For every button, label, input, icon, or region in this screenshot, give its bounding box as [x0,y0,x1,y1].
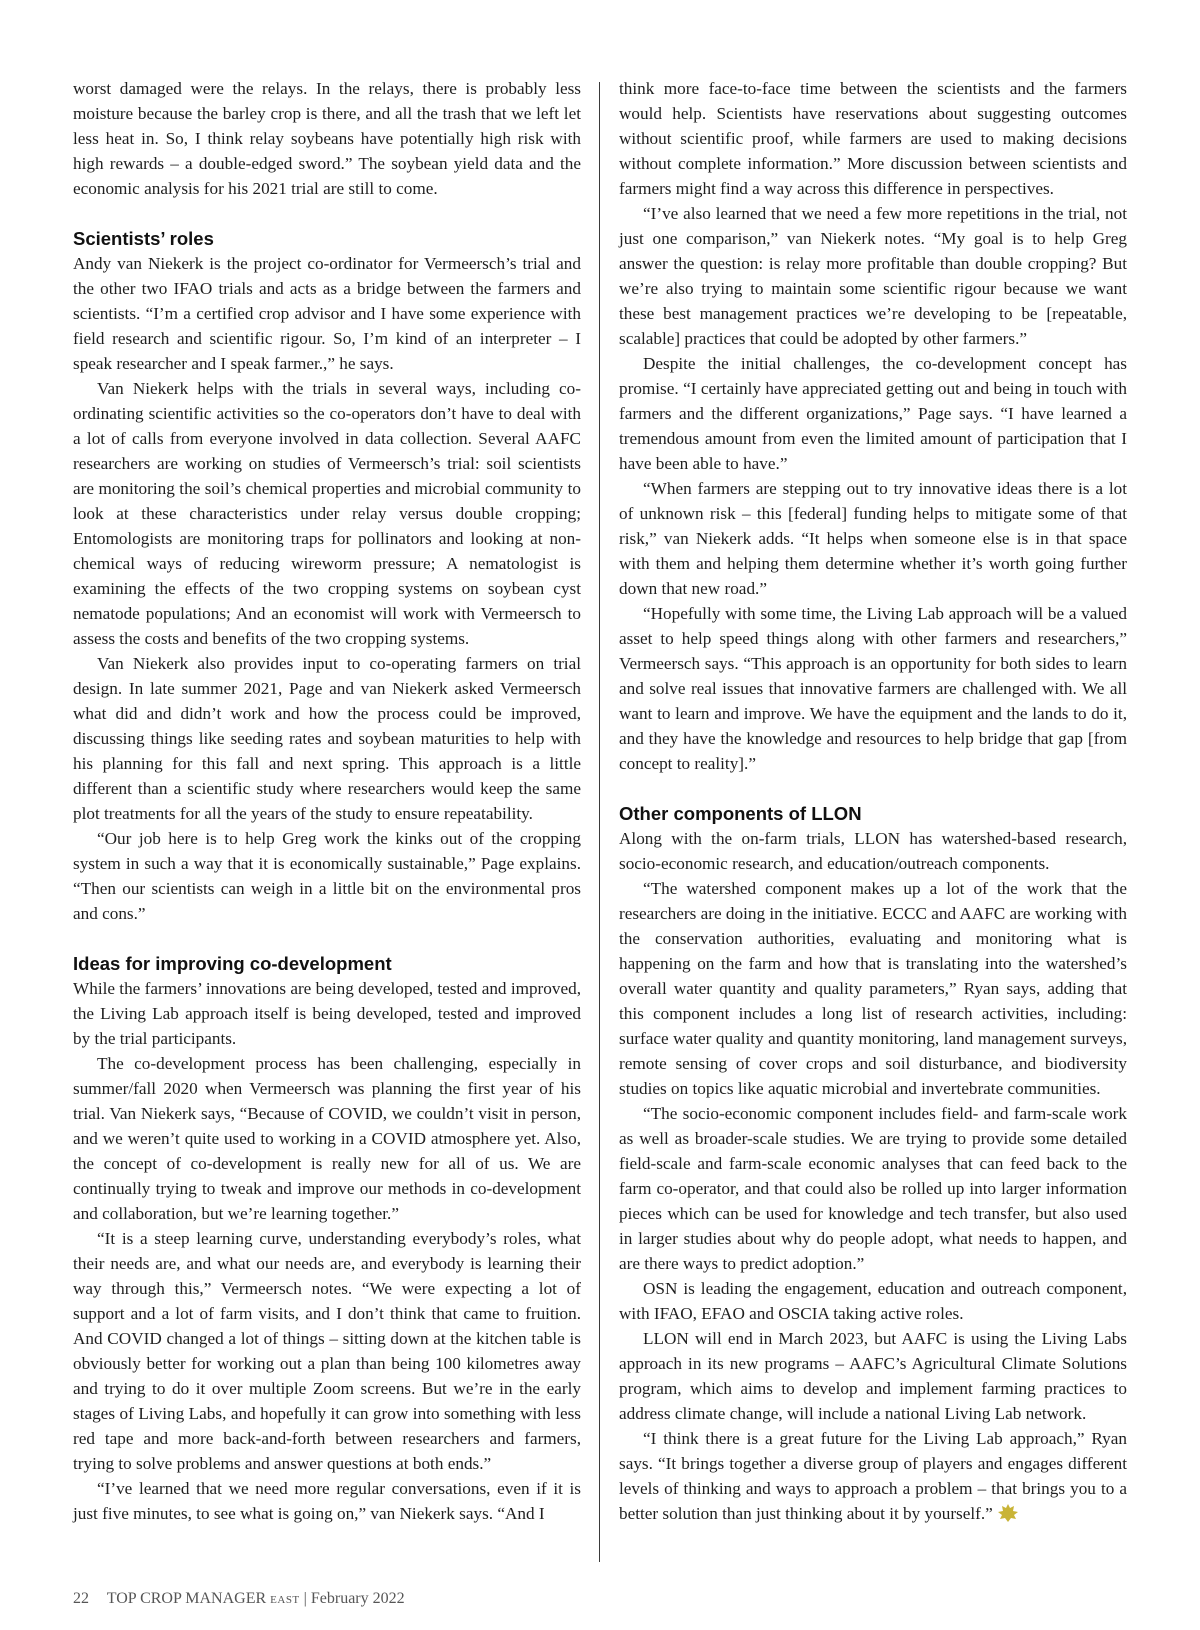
section-heading-scientists-roles: Scientists’ roles [73,228,214,249]
paragraph: “It is a steep learning curve, understanding everybody’s roles, what their needs are, and what our needs are, and everybody is learning their way through this,” Vermeersch notes. “We were expecting a lot of support and a lot of farm visits, and I don’t think that came to fruition. And COVID changed a lot of things – sitting down at the kitchen table is obviously better for working out a plan than being 100 kilometres away and trying to do it over multiple Zoom screens. But we’re in the early stages of Living Labs, and hopefully it can grow into something with less red tape and more back-and-forth between researchers and farmers, trying to solve problems and answer questions at both ends.” [73,1229,581,1473]
paragraph: “Hopefully with some time, the Living Lab approach will be a valued asset to help speed things along with other farmers and researchers,” Vermeersch says. “This approach is an opportunity for both sides to learn and solve real issues that innovative farmers are challenged with. We all want to learn and improve. We have the equipment and the lands to do it, and they have the knowledge and resources to help bridge that gap [from concept to reality].” [619,604,1127,773]
paragraph: Andy van Niekerk is the project co-ordinator for Vermeersch’s trial and the other two IFAO trials and acts as a bridge between the farmers and scientists. “I’m a certified crop advisor and I have some experience with field research and scientific rigour. So, I’m kind of an interpreter – I speak researcher and I speak farmer.,” he says. [73,254,581,373]
paragraph: “The socio-economic component includes field- and farm-scale work as well as broader-scale studies. We are trying to provide some detailed field-scale and farm-scale economic analyses that can feed back to the farm co-operator, and that could also be rolled up into larger information pieces which can be used for knowledge and tech transfer, but also used in larger studies about why do people adopt, what needs to happen, and are there ways to predict adoption.” [619,1104,1127,1273]
paragraph: “I’ve learned that we need more regular conversations, even if it is just five minutes, to see what is going on,” van Niekerk says. “And I [73,1479,581,1523]
paragraph: LLON will end in March 2023, but AAFC is using the Living Labs approach in its new programs – AAFC’s Agricultural Climate Solutions program, which aims to develop and implement farming practices to address climate change, will include a national Living Lab network. [619,1329,1127,1423]
paragraph: While the farmers’ innovations are being developed, tested and improved, the Living Lab approach itself is being developed, tested and improved by the trial participants. [73,979,581,1048]
paragraph: “I’ve also learned that we need a few more repetitions in the trial, not just one comparison,” van Niekerk notes. “My goal is to help Greg answer the question: is relay more profitable than double cropping? But we’re also trying to maintain some scientific rigour because we want these best management practices we’re developing to be [repeatable, scalable] practices that could be adopted by other farmers.” [619,204,1127,348]
magazine-edition: EAST [270,1594,300,1606]
paragraph: “When farmers are stepping out to try innovative ideas there is a lot of unknown risk – this [federal] funding helps to mitigate some of that risk,” van Niekerk adds. “It helps when someone else is in that space with them and helping them determine whether it’s worth going further down that new road.” [619,479,1127,598]
issue-date: February 2022 [310,1590,405,1607]
footer-separator: | [303,1590,307,1607]
paragraph-text: “I think there is a great future for the Living Lab approach,” Ryan says. “It brings together a diverse group of players and engages different levels of thinking and ways to approach a problem – that brings you to a better solution than just thinking about it by yourself.” [619,1429,1127,1523]
paragraph: Van Niekerk helps with the trials in several ways, including co-ordinating scientific activities so the co-operators don’t have to deal with a lot of calls from everyone involved in data collection. Several AAFC researchers are working on studies of Vermeersch’s trial: soil scientists are monitoring the soil’s chemical properties and microbial community to look at these characteristics under relay versus double cropping; Entomologists are monitoring traps for pollinators and looking at non-chemical ways of reducing wireworm pressure; A nematologist is examining the effects of the two cropping systems on soybean cyst nematode populations; And an economist will work with Vermeersch to assess the costs and benefits of the two cropping systems. [73,379,581,648]
paragraph: Along with the on-farm trials, LLON has watershed-based research, socio-economic research, and education/outreach components. [619,829,1127,873]
leaf-end-mark-icon [997,1503,1019,1523]
final-paragraph [619,1426,1127,1526]
section-heading-other-components: Other components of LLON [619,803,862,824]
paragraph: “The watershed component makes up a lot of the work that the researchers are doing in the initiative. ECCC and AAFC are working with the conservation authorities, evaluating and monitoring what is happening on the farm and how that is translating into the watershed’s overall water quantity and quality parameters,” Ryan says, adding that this component includes a long list of research activities, including: surface water quality and quantity monitoring, land management surveys, remote sensing of cover crops and soil disturbance, and biodiversity studies on topics like aquatic microbial and invertebrate communities. [619,879,1127,1098]
paragraph: The co-development process has been challenging, especially in summer/fall 2020 when Vermeersch was planning the first year of his trial. Van Niekerk says, “Because of COVID, we couldn’t visit in person, and we weren’t quite used to working in a COVID atmosphere yet. Also, the concept of co-development is really new for all of us. We are continually trying to tweak and improve our methods in co-development and collaboration, but we’re learning together.” [73,1054,581,1223]
column-divider [599,82,600,1562]
page-number: 22 [73,1590,89,1607]
paragraph: Despite the initial challenges, the co-development concept has promise. “I certainly have appreciated getting out and being in touch with farmers and the different organizations,” Page says. “I have learned a tremendous amount from even the limited amount of participation that I have been able to have.” [619,354,1127,473]
paragraph: Van Niekerk also provides input to co-operating farmers on trial design. In late summer 2021, Page and van Niekerk asked Vermeersch what did and didn’t work and how the process could be improved, discussing things like seeding rates and soybean maturities to help with his planning for this fall and next spring. This approach is a little different than a scientific study where researchers would keep the same plot treatments for all the years of the study to ensure repeatability. [73,654,581,823]
magazine-name: TOP CROP MANAGER [106,1590,267,1607]
right-column [619,76,1127,1526]
paragraph: OSN is leading the engagement, education and outreach component, with IFAO, EFAO and OSCIA taking active roles. [619,1279,1127,1323]
paragraph: “Our job here is to help Greg work the kinks out of the cropping system in such a way that it is economically sustainable,” Page explains. “Then our scientists can weigh in a little bit on the environmental pros and cons.” [73,829,581,923]
paragraph: worst damaged were the relays. In the relays, there is probably less moisture because the barley crop is there, and all the trash that we left let less heat in. So, I think relay soybeans have potentially high risk with high rewards – a double-edged sword.” The soybean yield data and the economic analysis for his 2021 trial are still to come. [73,79,581,198]
paragraph: think more face-to-face time between the scientists and the farmers would help. Scientists have reservations about suggesting outcomes without scientific proof, while farmers are used to making decisions without complete information.” More discussion between scientists and farmers might find a way across this difference in perspectives. [619,79,1127,198]
page-footer [73,1590,405,1608]
left-column [73,76,581,1526]
section-heading-ideas-for-improving: Ideas for improving co-development [73,953,392,974]
